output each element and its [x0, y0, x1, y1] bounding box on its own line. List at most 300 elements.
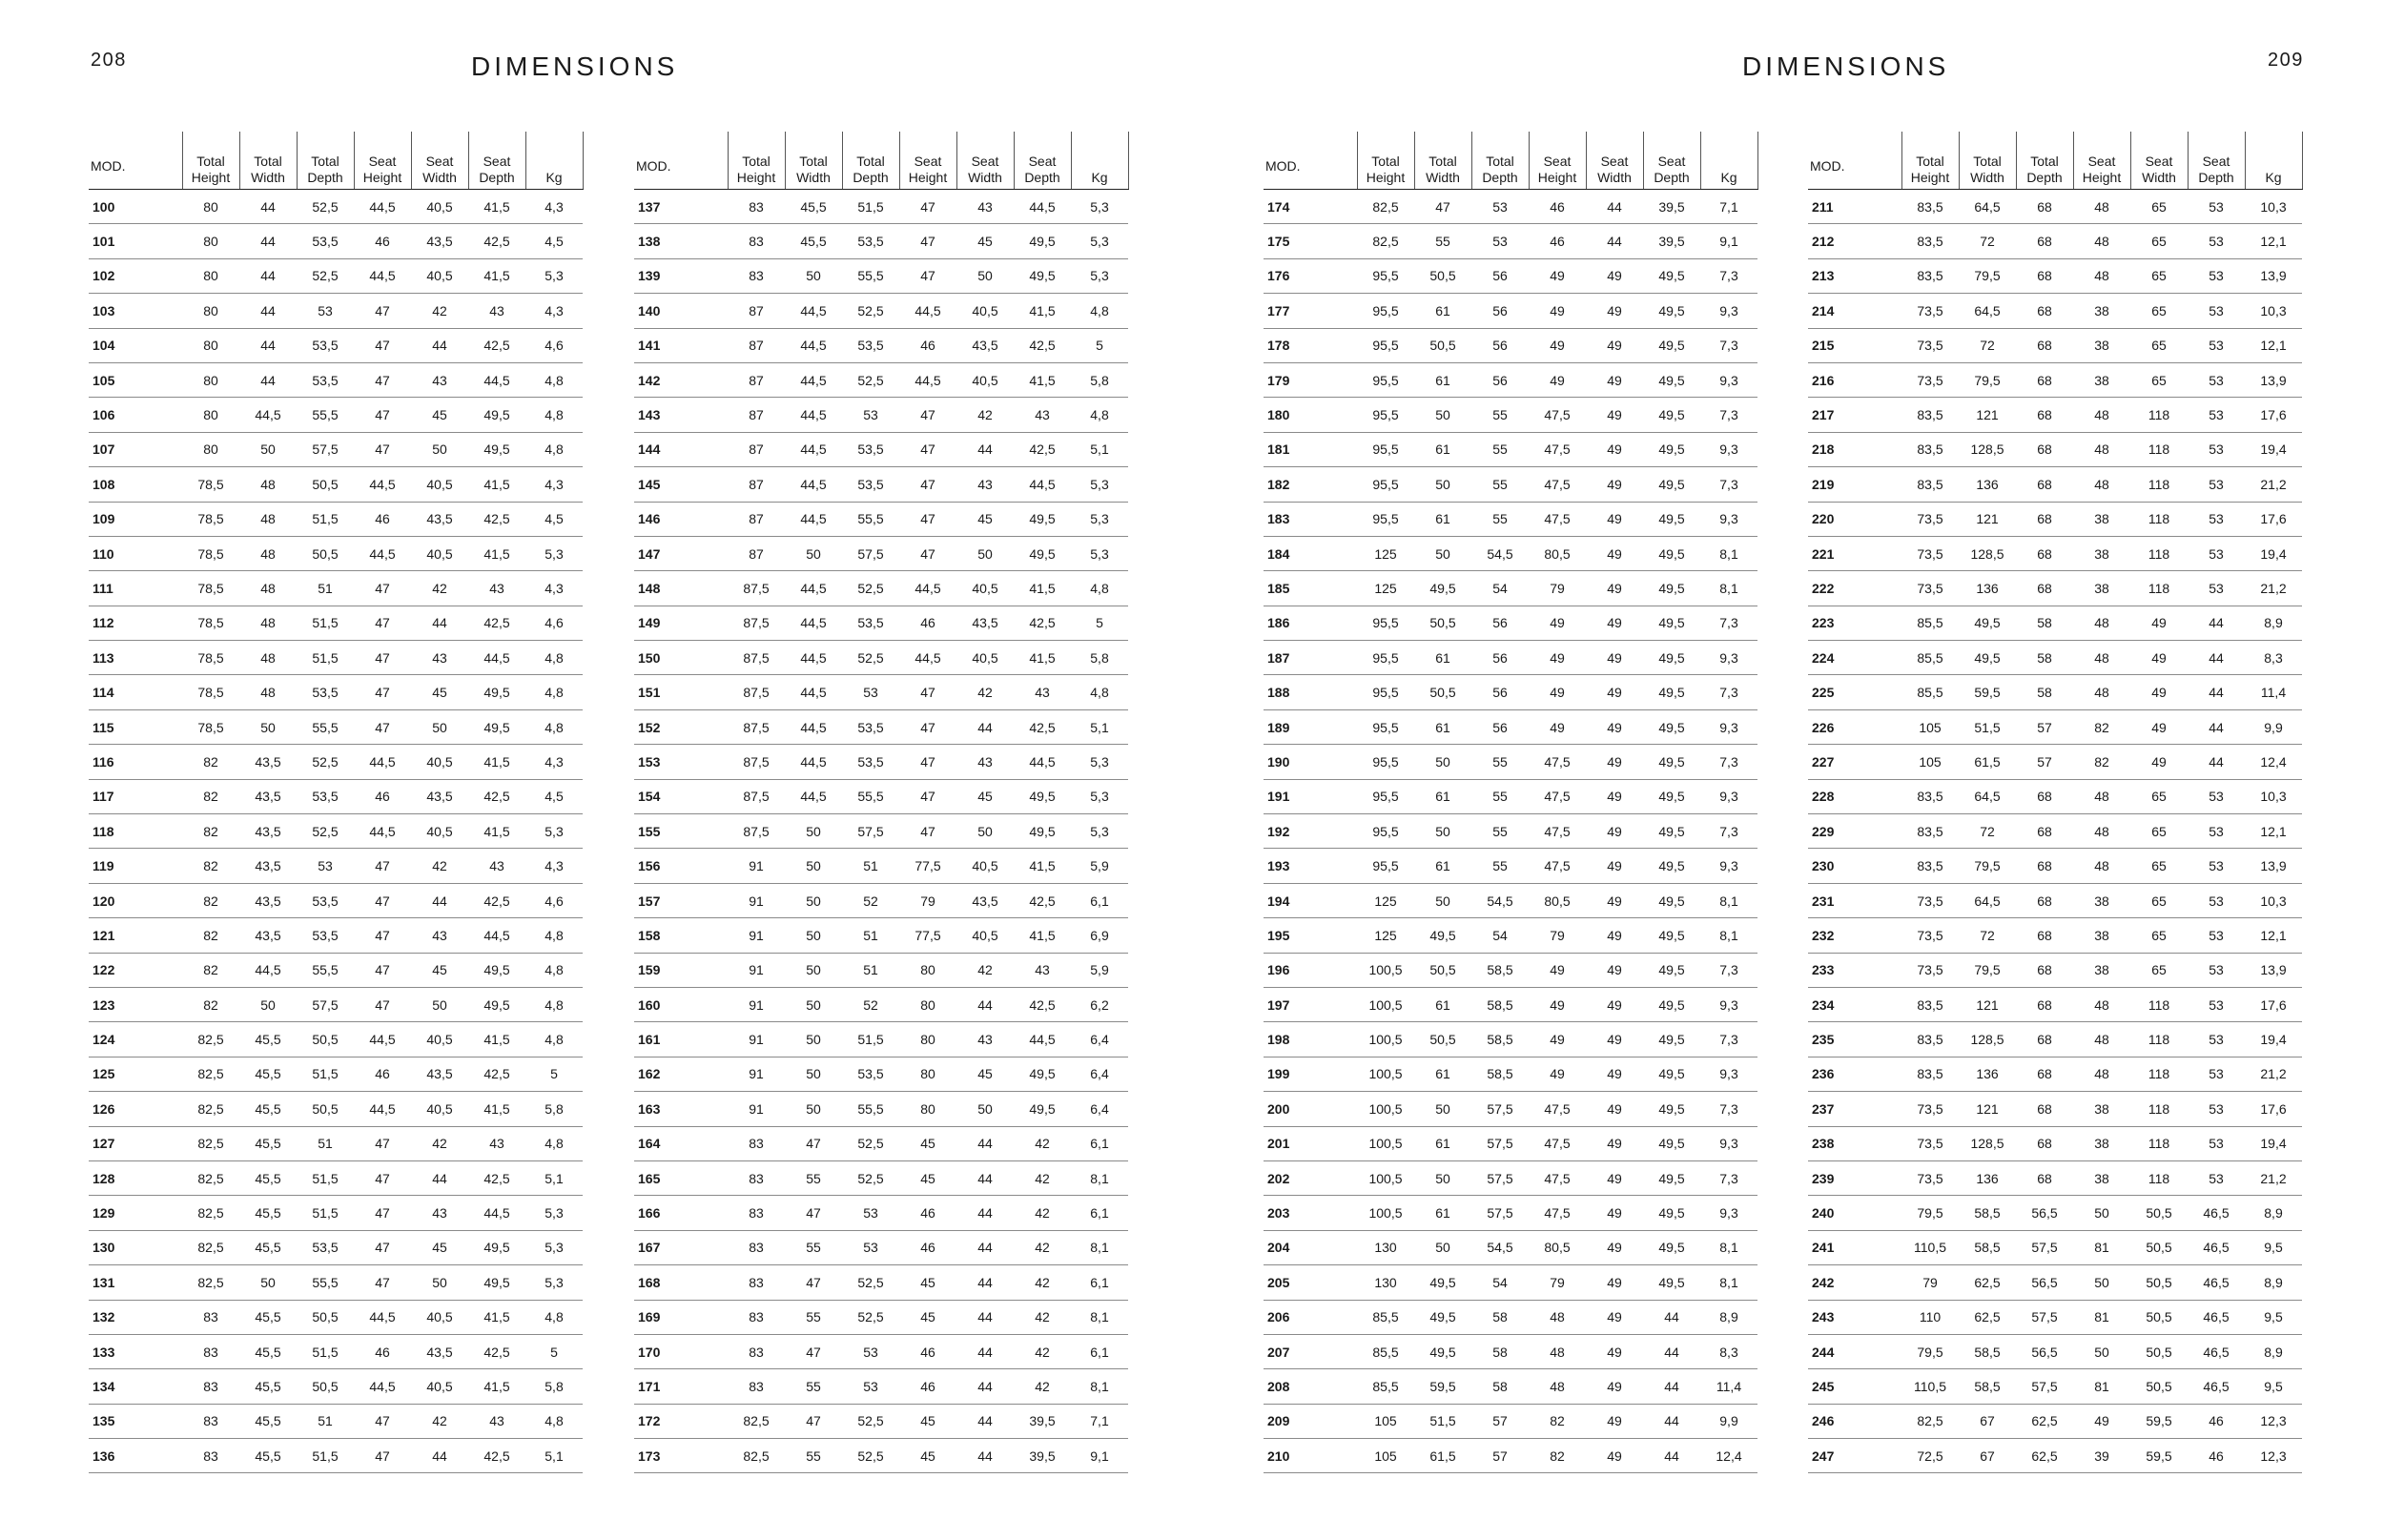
dimension-value: 41,5: [468, 536, 525, 570]
dimension-value: 68: [2016, 536, 2073, 570]
dimension-value: 47: [899, 709, 956, 744]
dimension-value: 42,5: [1014, 606, 1071, 640]
table-row: [634, 1439, 1128, 1473]
dimension-value: 87,5: [728, 779, 785, 813]
dimension-value: 49,5: [468, 987, 525, 1021]
dimension-value: 46: [1529, 190, 1586, 224]
dimension-value: 50: [956, 258, 1014, 293]
model-number: 229: [1808, 814, 1901, 849]
dimension-value: 43: [956, 1022, 1014, 1057]
dimension-value: 100,5: [1357, 1126, 1414, 1160]
dimension-value: 49: [1586, 606, 1643, 640]
dimension-value: 87: [728, 432, 785, 466]
dimension-value: 83,5: [1901, 1022, 1959, 1057]
dimension-value: 50: [785, 883, 842, 917]
dimension-value: 9,3: [1700, 1126, 1757, 1160]
dimension-value: 19,4: [2245, 536, 2302, 570]
column-header: Kg: [1071, 132, 1128, 190]
dimension-value: 43: [956, 467, 1014, 502]
table-row: [89, 1404, 583, 1438]
dimension-value: 44: [1643, 1404, 1700, 1438]
model-number: 183: [1264, 502, 1357, 536]
dimension-value: 78,5: [182, 606, 239, 640]
model-number: 217: [1808, 398, 1901, 432]
dimension-value: 4,8: [525, 398, 583, 432]
dimension-value: 61: [1414, 709, 1471, 744]
dimension-value: 55,5: [297, 1265, 354, 1300]
dimension-value: 5,3: [525, 536, 583, 570]
dimension-value: 7,3: [1700, 258, 1757, 293]
dimension-value: 49: [2130, 606, 2188, 640]
dimension-value: 118: [2130, 1022, 2188, 1057]
dimension-value: 58: [1471, 1300, 1529, 1334]
dimension-value: 49,5: [1643, 571, 1700, 606]
dimension-value: 50: [785, 1057, 842, 1091]
dimension-value: 40,5: [411, 1092, 468, 1126]
dimension-value: 45: [411, 398, 468, 432]
dimension-value: 83: [728, 1196, 785, 1230]
dimension-value: 42: [411, 849, 468, 883]
dimension-value: 64,5: [1959, 883, 2016, 917]
model-number: 243: [1808, 1300, 1901, 1334]
dimension-value: 44,5: [468, 918, 525, 953]
dimension-value: 4,8: [525, 1300, 583, 1334]
dimension-value: 83: [728, 190, 785, 224]
model-number: 115: [89, 709, 182, 744]
table-row: [1264, 814, 1757, 849]
dimension-value: 136: [1959, 467, 2016, 502]
dimension-value: 58: [2016, 606, 2073, 640]
dimension-value: 50: [956, 536, 1014, 570]
dimension-value: 9,3: [1700, 1196, 1757, 1230]
dimension-value: 46,5: [2188, 1196, 2245, 1230]
model-number: 130: [89, 1230, 182, 1264]
dimension-value: 46: [899, 328, 956, 362]
model-number: 158: [634, 918, 728, 953]
dimension-value: 80,5: [1529, 536, 1586, 570]
dimension-value: 47: [354, 432, 411, 466]
model-number: 188: [1264, 675, 1357, 709]
dimension-value: 44: [956, 1300, 1014, 1334]
dimension-value: 83: [728, 1334, 785, 1368]
dimension-value: 44,5: [785, 362, 842, 397]
dimension-value: 9,5: [2245, 1230, 2302, 1264]
dimension-value: 44: [956, 1230, 1014, 1264]
column-header: Total Depth: [1471, 132, 1529, 190]
dimension-value: 8,1: [1700, 571, 1757, 606]
dimension-value: 49,5: [1643, 328, 1700, 362]
dimension-value: 53: [2188, 224, 2245, 258]
dimension-value: 49: [1586, 362, 1643, 397]
column-header: Seat Depth: [2188, 132, 2245, 190]
table-row: [89, 1022, 583, 1057]
dimension-value: 8,1: [1700, 1265, 1757, 1300]
dimension-value: 95,5: [1357, 258, 1414, 293]
dimension-value: 95,5: [1357, 814, 1414, 849]
dimension-value: 42,5: [468, 328, 525, 362]
dimension-value: 5,3: [525, 1265, 583, 1300]
dimension-value: 95,5: [1357, 294, 1414, 328]
dimension-value: 47: [354, 1404, 411, 1438]
model-number: 171: [634, 1369, 728, 1404]
dimension-value: 49,5: [468, 432, 525, 466]
column-header: Total Height: [1901, 132, 1959, 190]
dimension-value: 95,5: [1357, 362, 1414, 397]
dimension-value: 47: [785, 1126, 842, 1160]
dimension-value: 83,5: [1901, 814, 1959, 849]
dimension-value: 118: [2130, 502, 2188, 536]
dimension-value: 4,8: [525, 1404, 583, 1438]
dimension-value: 49,5: [1643, 849, 1700, 883]
dimension-value: 57: [2016, 745, 2073, 779]
dimension-value: 68: [2016, 224, 2073, 258]
dimension-value: 56: [1471, 362, 1529, 397]
table-row: [634, 1404, 1128, 1438]
dimension-value: 52,5: [842, 362, 899, 397]
dimension-value: 87,5: [728, 571, 785, 606]
dimension-value: 42: [411, 1404, 468, 1438]
model-number: 121: [89, 918, 182, 953]
dimension-value: 73,5: [1901, 571, 1959, 606]
model-number: 211: [1808, 190, 1901, 224]
dimension-value: 9,3: [1700, 709, 1757, 744]
dimension-value: 80: [899, 1022, 956, 1057]
table-row: [1264, 953, 1757, 987]
model-number: 140: [634, 294, 728, 328]
dimension-value: 4,5: [525, 502, 583, 536]
dimension-value: 118: [2130, 467, 2188, 502]
dimension-value: 44,5: [354, 814, 411, 849]
dimension-value: 8,1: [1700, 918, 1757, 953]
dimension-value: 47: [354, 987, 411, 1021]
dimension-value: 47,5: [1529, 1160, 1586, 1195]
dimension-value: 17,6: [2245, 1092, 2302, 1126]
dimension-value: 79,5: [1959, 953, 2016, 987]
dimension-value: 61,5: [1959, 745, 2016, 779]
dimension-value: 46,5: [2188, 1230, 2245, 1264]
dimension-value: 51,5: [297, 1196, 354, 1230]
dimension-value: 80: [182, 224, 239, 258]
dimension-value: 6,4: [1071, 1022, 1128, 1057]
dimension-value: 4,8: [525, 709, 583, 744]
table-row: [1264, 1160, 1757, 1195]
dimension-value: 53,5: [842, 1057, 899, 1091]
dimension-value: 44,5: [785, 745, 842, 779]
model-number: 213: [1808, 258, 1901, 293]
model-number: 129: [89, 1196, 182, 1230]
dimension-value: 87: [728, 294, 785, 328]
dimension-value: 67: [1959, 1439, 2016, 1473]
table-row: [634, 745, 1128, 779]
dimension-value: 12,3: [2245, 1404, 2302, 1438]
dimensions-table: [634, 132, 1129, 1473]
column-header: Total Depth: [2016, 132, 2073, 190]
model-number: 151: [634, 675, 728, 709]
dimension-value: 80: [182, 362, 239, 397]
dimension-value: 48: [2073, 258, 2130, 293]
model-number: 122: [89, 953, 182, 987]
dimension-value: 5: [1071, 328, 1128, 362]
dimension-value: 68: [2016, 849, 2073, 883]
model-number: 101: [89, 224, 182, 258]
dimension-value: 44,5: [354, 1092, 411, 1126]
dimension-value: 49,5: [1414, 918, 1471, 953]
dimension-value: 49: [1586, 1439, 1643, 1473]
dimension-value: 48: [1529, 1334, 1586, 1368]
model-number: 199: [1264, 1057, 1357, 1091]
dimension-value: 5,1: [525, 1439, 583, 1473]
dimension-value: 82,5: [1357, 224, 1414, 258]
dimension-value: 6,2: [1071, 987, 1128, 1021]
table-row: [634, 779, 1128, 813]
dimension-value: 41,5: [468, 467, 525, 502]
dimension-value: 48: [2073, 849, 2130, 883]
dimension-value: 47,5: [1529, 849, 1586, 883]
dimension-value: 53: [2188, 918, 2245, 953]
dimension-value: 4,8: [1071, 675, 1128, 709]
dimension-value: 40,5: [956, 362, 1014, 397]
dimension-value: 125: [1357, 883, 1414, 917]
dimension-value: 42: [1014, 1369, 1071, 1404]
dimension-value: 49: [1586, 467, 1643, 502]
dimension-value: 45,5: [239, 1126, 297, 1160]
dimension-value: 110: [1901, 1300, 1959, 1334]
dimension-value: 87: [728, 467, 785, 502]
dimension-value: 5,3: [1071, 467, 1128, 502]
dimension-value: 50: [785, 1092, 842, 1126]
dimension-value: 95,5: [1357, 849, 1414, 883]
dimension-value: 49,5: [1643, 1265, 1700, 1300]
dimension-value: 44: [239, 294, 297, 328]
model-number: 189: [1264, 709, 1357, 744]
dimension-value: 59,5: [2130, 1439, 2188, 1473]
dimension-value: 68: [2016, 987, 2073, 1021]
dimension-value: 65: [2130, 849, 2188, 883]
dimension-value: 80: [182, 190, 239, 224]
dimension-value: 68: [2016, 953, 2073, 987]
table-row: [1264, 641, 1757, 675]
dimension-value: 4,8: [525, 432, 583, 466]
model-number: 208: [1264, 1369, 1357, 1404]
dimension-value: 53,5: [297, 224, 354, 258]
table-row: [89, 641, 583, 675]
dimension-value: 44,5: [354, 467, 411, 502]
dimension-value: 40,5: [411, 190, 468, 224]
dimension-value: 42,5: [468, 1160, 525, 1195]
model-number: 218: [1808, 432, 1901, 466]
dimension-value: 6,1: [1071, 1334, 1128, 1368]
dimension-value: 39,5: [1014, 1404, 1071, 1438]
dimension-value: 105: [1357, 1439, 1414, 1473]
table-row: [89, 814, 583, 849]
model-number: 214: [1808, 294, 1901, 328]
model-number: 109: [89, 502, 182, 536]
dimension-value: 50,5: [1414, 606, 1471, 640]
dimension-value: 4,3: [525, 849, 583, 883]
table-row: [1264, 1369, 1757, 1404]
dimension-value: 4,3: [525, 467, 583, 502]
dimension-value: 49,5: [1414, 1334, 1471, 1368]
dimension-value: 61: [1414, 641, 1471, 675]
dimension-value: 61: [1414, 779, 1471, 813]
table-row: [89, 1092, 583, 1126]
table-row: [634, 398, 1128, 432]
dimension-value: 57,5: [297, 987, 354, 1021]
dimension-value: 95,5: [1357, 606, 1414, 640]
dimension-value: 43: [468, 1404, 525, 1438]
dimension-value: 50: [239, 1265, 297, 1300]
dimension-value: 45,5: [239, 1439, 297, 1473]
dimension-value: 38: [2073, 1126, 2130, 1160]
model-number: 206: [1264, 1300, 1357, 1334]
dimension-value: 4,3: [525, 745, 583, 779]
dimension-value: 68: [2016, 883, 2073, 917]
dimension-value: 52,5: [842, 641, 899, 675]
dimension-value: 44,5: [1014, 190, 1071, 224]
dimension-value: 61: [1414, 294, 1471, 328]
dimension-value: 21,2: [2245, 1057, 2302, 1091]
dimension-value: 49,5: [1643, 258, 1700, 293]
model-number: 117: [89, 779, 182, 813]
table-row: [89, 362, 583, 397]
dimension-value: 53: [2188, 467, 2245, 502]
dimension-value: 78,5: [182, 571, 239, 606]
dimension-value: 105: [1357, 1404, 1414, 1438]
dimension-value: 40,5: [411, 814, 468, 849]
dimension-value: 42: [1014, 1334, 1071, 1368]
dimension-value: 7,3: [1700, 1092, 1757, 1126]
dimension-value: 79: [1529, 1265, 1586, 1300]
model-number: 108: [89, 467, 182, 502]
table-row: [1264, 918, 1757, 953]
table-row: [1808, 1092, 2302, 1126]
model-number: 161: [634, 1022, 728, 1057]
dimension-value: 91: [728, 987, 785, 1021]
dimension-value: 85,5: [1357, 1300, 1414, 1334]
table-row: [634, 883, 1128, 917]
table-row: [634, 328, 1128, 362]
table-row: [634, 641, 1128, 675]
dimension-value: 6,1: [1071, 883, 1128, 917]
dimension-value: 44,5: [354, 1300, 411, 1334]
dimension-value: 53,5: [842, 467, 899, 502]
dimension-value: 83,5: [1901, 849, 1959, 883]
dimension-value: 11,4: [2245, 675, 2302, 709]
dimension-value: 43: [411, 1196, 468, 1230]
dimension-value: 42,5: [468, 606, 525, 640]
table-row: [634, 571, 1128, 606]
table-row: [1264, 709, 1757, 744]
dimension-value: 50: [239, 987, 297, 1021]
dimension-value: 46: [899, 1196, 956, 1230]
column-header: Seat Width: [411, 132, 468, 190]
dimension-value: 100,5: [1357, 1092, 1414, 1126]
dimension-value: 38: [2073, 294, 2130, 328]
dimension-value: 53: [2188, 883, 2245, 917]
dimension-value: 38: [2073, 328, 2130, 362]
dimension-value: 82: [182, 953, 239, 987]
column-header: Seat Depth: [1643, 132, 1700, 190]
model-number: 141: [634, 328, 728, 362]
dimension-value: 43,5: [956, 883, 1014, 917]
dimension-value: 49,5: [1643, 1092, 1700, 1126]
dimension-value: 128,5: [1959, 536, 2016, 570]
model-number: 163: [634, 1092, 728, 1126]
table-row: [1808, 1230, 2302, 1264]
dimension-value: 91: [728, 849, 785, 883]
column-header: Seat Depth: [1014, 132, 1071, 190]
dimension-value: 43: [468, 294, 525, 328]
dimension-value: 43,5: [239, 918, 297, 953]
dimension-value: 45: [899, 1300, 956, 1334]
dimension-value: 10,3: [2245, 294, 2302, 328]
dimension-value: 49: [1586, 432, 1643, 466]
dimension-value: 65: [2130, 814, 2188, 849]
dimension-value: 121: [1959, 1092, 2016, 1126]
dimension-value: 41,5: [468, 745, 525, 779]
dimension-value: 79: [1529, 918, 1586, 953]
dimension-value: 81: [2073, 1300, 2130, 1334]
left-page-title: DIMENSIONS: [471, 51, 679, 81]
model-number: 153: [634, 745, 728, 779]
model-number: 210: [1264, 1439, 1357, 1473]
dimension-value: 46: [899, 1334, 956, 1368]
model-number: 201: [1264, 1126, 1357, 1160]
dimension-value: 45,5: [239, 1196, 297, 1230]
dimension-value: 48: [2073, 467, 2130, 502]
dimension-value: 53: [1471, 190, 1529, 224]
dimension-value: 49: [1586, 675, 1643, 709]
table-row: [634, 224, 1128, 258]
dimension-value: 100,5: [1357, 1022, 1414, 1057]
model-number: 166: [634, 1196, 728, 1230]
dimension-value: 53: [2188, 258, 2245, 293]
table-row: [634, 362, 1128, 397]
dimension-value: 82,5: [182, 1265, 239, 1300]
dimension-value: 68: [2016, 814, 2073, 849]
dimension-value: 50,5: [297, 1369, 354, 1404]
dimension-value: 73,5: [1901, 502, 1959, 536]
dimension-value: 49: [1529, 362, 1586, 397]
dimension-value: 78,5: [182, 675, 239, 709]
model-number: 137: [634, 190, 728, 224]
dimension-value: 53: [2188, 1057, 2245, 1091]
dimension-value: 61: [1414, 849, 1471, 883]
dimension-value: 47: [785, 1334, 842, 1368]
dimension-value: 42: [411, 294, 468, 328]
dimension-value: 65: [2130, 362, 2188, 397]
table-row: [1264, 987, 1757, 1021]
dimension-value: 44,5: [785, 398, 842, 432]
model-number: 150: [634, 641, 728, 675]
dimension-value: 45,5: [239, 1369, 297, 1404]
dimension-value: 48: [2073, 1057, 2130, 1091]
dimension-value: 44: [956, 1160, 1014, 1195]
table-row: [89, 571, 583, 606]
column-header: Seat Width: [956, 132, 1014, 190]
dimension-value: 55: [1471, 398, 1529, 432]
dimension-value: 50: [785, 849, 842, 883]
model-number: 154: [634, 779, 728, 813]
dimension-value: 21,2: [2245, 571, 2302, 606]
dimension-value: 42: [956, 953, 1014, 987]
model-number: 225: [1808, 675, 1901, 709]
model-number: 216: [1808, 362, 1901, 397]
table-row: [634, 1334, 1128, 1368]
dimension-value: 52,5: [297, 745, 354, 779]
dimension-value: 7,3: [1700, 675, 1757, 709]
dimension-value: 61: [1414, 362, 1471, 397]
